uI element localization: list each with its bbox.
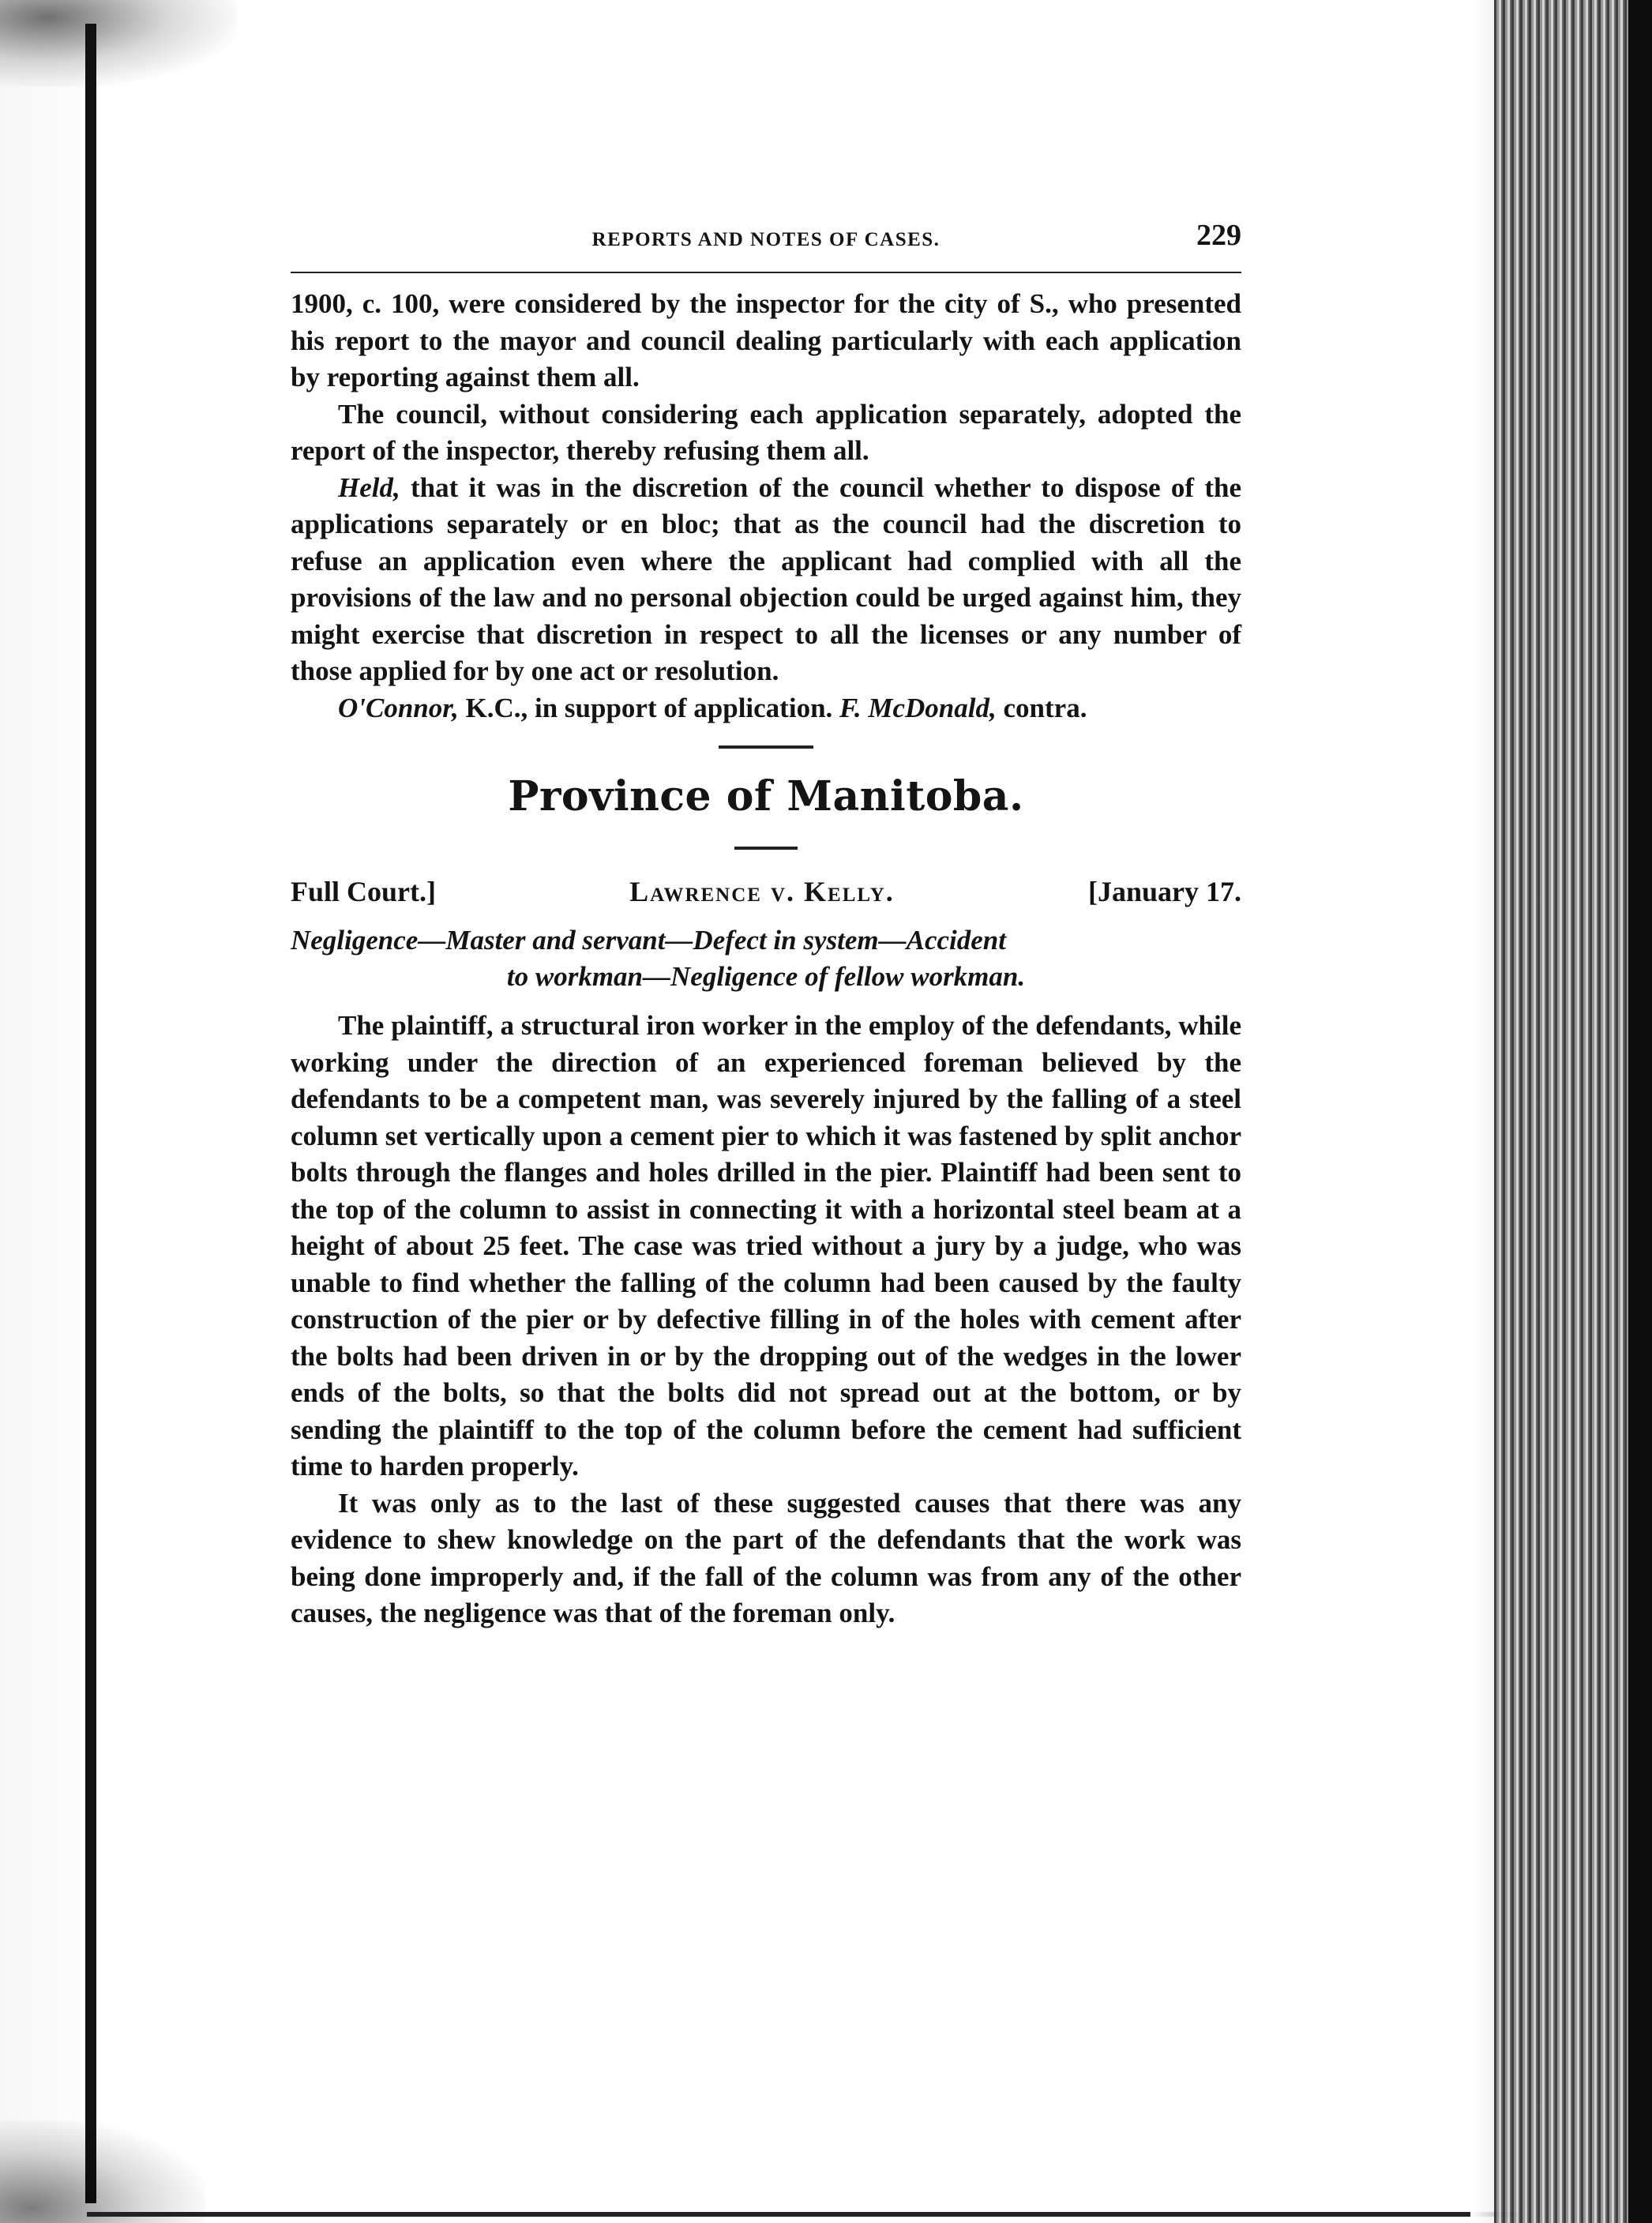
header-rule [291, 272, 1241, 273]
counsel-1-text: K.C., in support of application. [458, 692, 840, 723]
case-headnote [291, 922, 1241, 995]
counsel-1-name: O'Connor, [338, 692, 459, 723]
page-bottom-edge [87, 2212, 1518, 2217]
scan-left-edge [0, 0, 118, 2223]
case-paragraph-2: It was only as to the last of these suggested causes that there was any evidence to shew knowledge on the part of the defendants that the work was being done improperly and, if the fall of the column was from any of the other causes, the negligence was that of the foreman only. [291, 1487, 1241, 1628]
page-number: 229 [1196, 219, 1241, 252]
case-paragraph-1: The plaintiff, a structural iron worker in the employ of the defendants, while working under the direction of an experienced foreman believed by the defendants to be a competent man, was severely injured by the falling of a steel column set vertically upon a cement pier to which it was fastened by split anchor bolts through the flanges and holes drilled in the pier. Plaintiff had been sent to the top of the column to assist in connecting it with a horizontal steel beam at a height of about 25 feet. The case was tried without a jury by a judge, who was unable to find whether the falling of the column had been caused by the faulty construction of the pier or by defective filling in of the holes with cement after the bolts had been driven in or by the dropping out of the wedges in the lower ends of the bolts, so that the bolts did not spread out at the bottom, or by sending the plaintiff to the top of the column before the cement had sufficient time to harden properly. [291, 1010, 1241, 1481]
preceding-case-paragraph-2: The council, without considering each application separately, adopted the report of the inspector, thereby refusing them all. [291, 398, 1241, 466]
scan-smudge-top [0, 0, 237, 87]
counsel-2-text: contra. [996, 692, 1087, 723]
held-paragraph [291, 470, 1241, 690]
headnote-line-1: Negligence—Master and servant—Defect in system—Accident [291, 925, 1006, 956]
gutter-dark-edge [1628, 0, 1652, 2223]
scan-smudge-bottom [0, 2120, 205, 2223]
case-name: Lawrence v. Kelly. [629, 876, 895, 907]
case-caption [291, 872, 1241, 911]
counsel-2-name: F. McDonald, [839, 692, 997, 723]
held-text: that it was in the discretion of the council whether to dispose of the applications separately or en bloc; that as the council had the discretion to refuse an application even where the applicant had complied with all the provisions of the law and no personal objection could be urged against him, they might exercise that discretion in respect to all the licenses or any number of those applied for by one act or resolution. [291, 471, 1241, 686]
running-title: REPORTS AND NOTES OF CASES. [591, 229, 941, 250]
binding-rule [85, 24, 96, 2203]
case-date: [January 17. [1087, 876, 1241, 907]
held-label: Held, [338, 471, 400, 503]
page-content [291, 213, 1241, 1632]
running-head [291, 213, 1241, 261]
preceding-case-paragraph-1: 1900, c. 100, were considered by the inspector for the city of S., who presented his report to the mayor and council dealing particularly with each application by reporting against them all. [291, 288, 1241, 392]
court-name: Full Court.] [291, 876, 436, 907]
section-divider [719, 745, 813, 749]
section-subdivider [734, 847, 798, 850]
counsel-line [291, 690, 1241, 727]
headnote-line-2: to workman—Negligence of fellow workman. [506, 961, 1026, 992]
section-title: Province of Manitoba. [508, 772, 1024, 820]
